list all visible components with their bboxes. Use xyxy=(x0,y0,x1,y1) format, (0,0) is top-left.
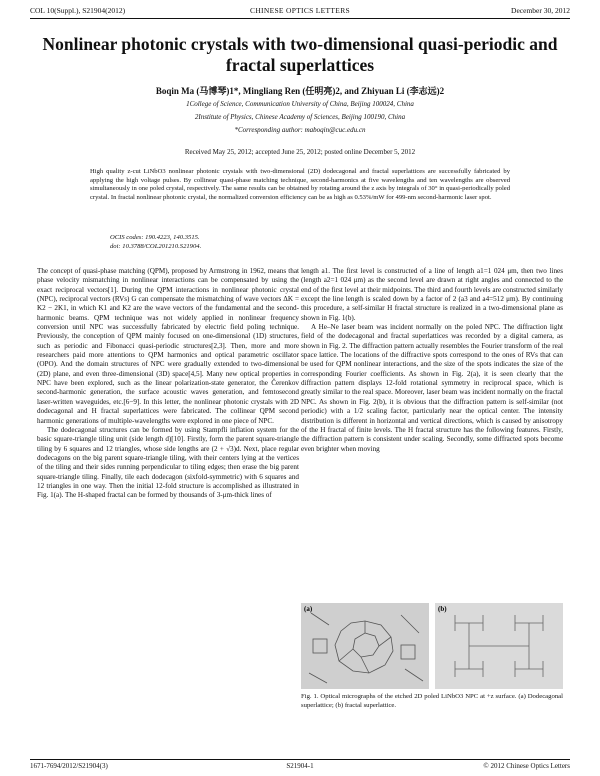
dodecagonal-pattern-image xyxy=(301,603,429,689)
running-footer xyxy=(30,762,570,772)
left-column xyxy=(37,267,299,501)
paragraph: The concept of quasi-phase matching (QPM), proposed by Armstrong in 1962, means that phase velocity mismatching in nonlinear interactions can be compensated by using the exact reciprocal vectors[1]. During the QPM interactions in nonlinear photonic crystal (NPC), reciprocal vectors (RVs) G can compensate the mismatching of wave vectors ΔK = K2 − 2K1, in which K1 and K2 are the wave vectors of the fundamental and the second-harmonic beams. QPM technique was not widely applied in nonlinear frequency conversion until NPC was successfully fabricated by electric field poling technique. Previously, the conception of QPM mainly focused on one-dimensional (1D) structures, such as periodic and Fibonacci quasi-periodic structures[2,3]. Then, more and more researchers paid more attentions to QPM harmonics and optical parametric oscillator (OPO). And the domain structures of NPC were gradually extended to two-dimensional (2D) plane, and even three-dimensional (3D) space[4,5]. Many new optical properties in NPC have been explored, such as the linear polarization-state generator, the Čerenkov second-harmonic generation, the surface acoustic waves generation, and femtosecond laser-written waveguides, etc.[6−9]. In this letter, the nonlinear photonic crystals with 2D dodecagonal and H fractal superlattices were fabricated. The collinear QPM second harmonic generations of multiple-wavelengths were explored in one piece of NPC. xyxy=(37,267,299,425)
abstract: High quality z-cut LiNbO3 nonlinear photonic crystals with two-dimensional (2D) dodecagonal and fractal superlattices are successfully fabricated by applying the high voltage pulses. By collinear quasi-phase matching technique, second-harmonics at five wavelengths and ten wavelengths are observed simultaneously in one poled crystal, respectively. The same results can be obtained by rotating around the z axis by integrals of 30° in quasi-periodically poled crystal. In fractal nonlinear photonic crystal, the normalized conversion efficiency can be as high as 0.53%/mW for 499-nm second-harmonic laser spot. xyxy=(90,168,510,201)
dodecagonal-micrograph xyxy=(301,603,429,689)
journal-name: CHINESE OPTICS LETTERS xyxy=(250,6,350,15)
h-fractal-pattern-image xyxy=(435,603,563,689)
figure-caption: Fig. 1. Optical micrographs of the etched 2D poled LiNbO3 NPC at +z surface. (a) Dodecagonal superlattice; (b) fractal superlattice. xyxy=(301,693,563,709)
corresponding-author: *Corresponding author: maboqin@cuc.edu.cn xyxy=(234,126,366,134)
paragraph: length a1. The first level is constructed of a line of length a1=1 024 μm, then two lines (length a2=1 024 μm) as the second level are drawn at right angles and connected to the end of the first level at their midpoints. The third and fourth levels are constructed similarly except the line length is scaled down by a factor of 2 (a3 and a4=512 μm). By continuing this procedure, a self-similar H fractal structure is realized in a two-dimensional plane as shown in Fig. 1(b). xyxy=(301,267,563,322)
running-header xyxy=(30,6,570,18)
fractal-micrograph xyxy=(435,603,563,689)
figure-1 xyxy=(301,603,563,689)
copyright: © 2012 Chinese Optics Letters xyxy=(483,762,570,770)
paper-title: Nonlinear photonic crystals with two-dimensional quasi-periodic and fractal superlattices xyxy=(42,34,558,75)
ocis-codes: OCIS codes: 190.4223, 140.3515. xyxy=(110,234,200,241)
received-dates: Received May 25, 2012; accepted June 25, 2012; posted online December 5, 2012 xyxy=(184,148,416,156)
doi: doi: 10.3788/COL201210.S21904. xyxy=(110,243,202,250)
affiliation-2: 2Institute of Physics, Chinese Academy of Sciences, Beijing 100190, China xyxy=(194,113,406,121)
issn: 1671-7694/2012/S21904(3) xyxy=(30,762,108,770)
page-number: S21904-1 xyxy=(286,762,314,770)
author-list: Boqin Ma (马博琴)1*, Mingliang Ren (任明亮)2, and Zhiyuan Li (李志远)2 xyxy=(155,86,445,96)
paragraph: A He–Ne laser beam was incident normally on the poled NPC. The diffraction light field of the dodecagonal and fractal superlattices was recorded by a digital camera, as shown in Fig. 2. The diffraction pattern actually resembles the Fourier transform of the real space lattice. The locations of the diffractive spots correspond to the ones of RVs that can be used for QPM nonlinear interactions, and the size of the spots indicates the size of the corresponding Fourier coefficients. As shown in Fig. 2(a), it is seen clearly that the diffraction pattern displays 12-fold rotational symmetry in reciprocal space, which is greatly similar to the real space. Moreover, laser beam was incident normally on the fractal NPC. As shown in Fig. 2(b), it is obvious that the diffraction pattern is self-similar (not periodic) with a 1/2 scaling factor, particularly near the optical center. The intensity distribution is different in horizontal and vertical directions, which is caused by anisotropy of the H fractal of finite levels. The H fractal structure has the following features. Firstly, the diffraction pattern is consistent under scaling. Secondly, some diffracted spots become even brighter when moving xyxy=(301,323,563,453)
panel-label-b: (b) xyxy=(438,605,447,613)
journal-citation: COL 10(Suppl.), S21904(2012) xyxy=(30,6,126,15)
right-column xyxy=(301,267,563,454)
header-rule xyxy=(30,18,570,19)
paragraph: The dodecagonal structures can be formed by using Stampfli inflation system for the basic square-triangle tiling unit (side length d)[10]. Firstly, form the parent square-triangle tiling by 6 squares and 12 triangles, whose side lengths are (2 + √3)d. Next, place regular dodecagons on the big parent square-triangle tiling, with their centers lying at the vertices of the tiling and their sides running perpendicular to tiling edges; then erase the big parent square-triangle tiling. Finally, tile each dodecagon (sixfold-symmetric) with 6 squares and 12 triangles in one way. Then the initial 12-fold structure is accomplished as illustrated in Fig. 1(a). The H-shaped fractal can be formed by thousands of 3-μm-thick lines of xyxy=(37,425,299,500)
panel-label-a: (a) xyxy=(304,605,313,613)
issue-date: December 30, 2012 xyxy=(511,6,570,15)
affiliation-1: 1College of Science, Communication University of China, Beijing 100024, China xyxy=(186,100,414,108)
footer-rule xyxy=(30,759,570,760)
